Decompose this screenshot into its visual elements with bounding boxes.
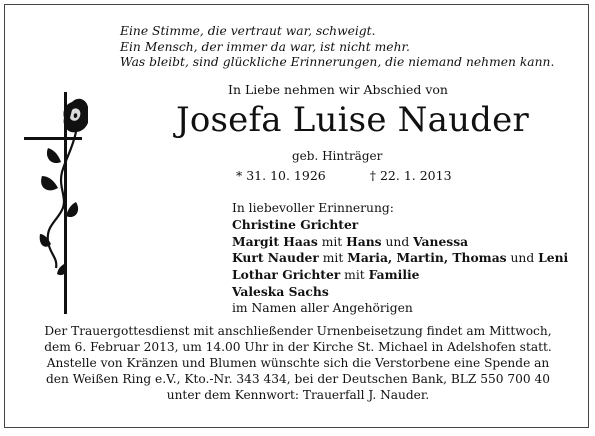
connector-word: mit [318, 251, 348, 266]
mourner-name: Leni [538, 250, 569, 266]
service-announcement [18, 323, 578, 403]
mourner-row [232, 250, 568, 267]
verse-line-1: Eine Stimme, die vertraut war, schweigt. [120, 24, 376, 38]
mourner-name: Vanessa [413, 233, 469, 249]
mourner-name: Hans [346, 233, 382, 249]
mourner-name: Familie [368, 267, 420, 283]
memorial-verse [120, 24, 580, 71]
mourner-row [232, 284, 568, 301]
birth-date: * 31. 10. 1926 [236, 168, 326, 183]
service-line-2: dem 6. Februar 2013, um 14.00 Uhr in der Kirche St. Michael in Adelshofen statt. [44, 340, 552, 354]
mourner-row [232, 267, 568, 284]
mourner-name: Christine Grichter [232, 216, 359, 232]
connector-word: und [506, 251, 539, 266]
connector-word: mit [317, 234, 347, 249]
maiden-name: geb. Hinträger [292, 149, 383, 163]
mourner-name: Margit Haas [232, 233, 318, 249]
connector-word: mit [340, 268, 369, 283]
mourners-closing: im Namen aller Angehörigen [232, 300, 413, 315]
mourner-name: Kurt Nauder [232, 250, 319, 266]
death-date: † 22. 1. 2013 [369, 168, 452, 183]
service-line-5: unter dem Kennwort: Trauerfall J. Nauder. [166, 388, 430, 402]
mourner-row [232, 234, 568, 251]
deceased-name: Josefa Luise Nauder [176, 100, 529, 140]
cross-with-rose-icon [18, 92, 88, 314]
mourners-heading: In liebevoller Erinnerung: [232, 201, 394, 215]
verse-line-2: Ein Mensch, der immer da war, ist nicht mehr. [120, 39, 410, 54]
mourner-name: Valeska Sachs [232, 283, 329, 299]
mourners-list [232, 201, 568, 317]
mourner-name: Maria, Martin, Thomas [347, 250, 507, 266]
mourner-row [232, 217, 568, 234]
connector-word: und [381, 234, 414, 249]
service-line-1: Der Trauergottesdienst mit anschließender Urnenbeisetzung findet am Mittwoch, [44, 324, 552, 338]
life-dates [236, 168, 452, 183]
service-line-3: Anstelle von Kränzen und Blumen wünschte sich die Verstorbene eine Spende an [46, 356, 550, 370]
verse-line-3: Was bleibt, sind glückliche Erinnerungen, die niemand nehmen kann. [120, 55, 555, 69]
mourner-name: Lothar Grichter [232, 267, 341, 283]
farewell-intro: In Liebe nehmen wir Abschied von [228, 82, 448, 97]
service-line-4: den Weißen Ring e.V., Kto.-Nr. 343 434, bei der Deutschen Bank, BLZ 550 700 40 [45, 372, 551, 386]
